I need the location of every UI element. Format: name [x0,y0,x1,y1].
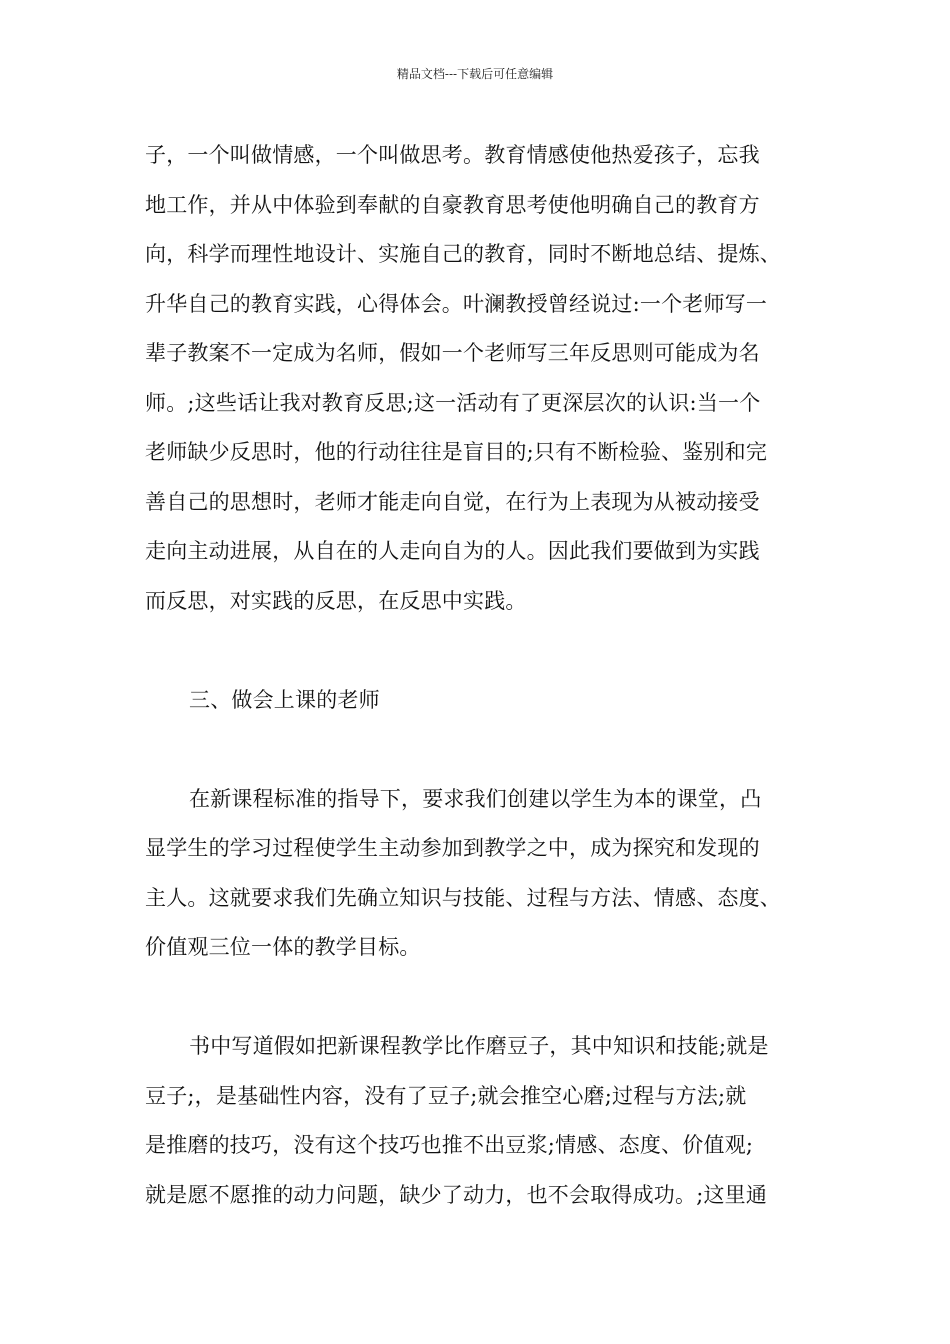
text-line: 价值观三位一体的教学目标。 [145,935,421,959]
paragraph-gap [145,626,825,676]
page-header: 精品文档---下载后可任意编辑 [396,67,554,81]
document-body [145,131,825,1220]
text-line: 善自己的思想时，老师才能走向自觉，在行为上表现为从被动接受 [145,489,760,514]
section-heading-text: 三、做会上课的老师 [189,687,380,712]
text-line: 走向主动进展，从自在的人走向自为的人。因此我们要做到为实践 [145,539,760,563]
text-line: 豆子;，是基础性内容，没有了豆子;就会推空心磨;过程与方法;就 [145,1083,747,1108]
paragraph-new-curriculum [145,775,825,973]
text-line: 师。;这些话让我对教育反思;这一活动有了更深层次的认识:当一个 [145,390,761,415]
text-line: 在新课程标准的指导下，要求我们创建以学生为本的课堂，凸 [189,786,762,811]
paragraph-reflection [145,131,825,626]
text-line: 主人。这就要求我们先确立知识与技能、过程与方法、情感、态度、 [145,885,781,910]
text-line: 老师缺少反思时，他的行动往往是盲目的;只有不断检验、鉴别和完 [145,440,768,464]
text-line: 地工作，并从中体验到奉献的自豪教育思考使他明确自己的教育方 [145,192,760,217]
paragraph-gap [145,973,825,1023]
paragraph-grinding-beans [145,1022,825,1220]
text-line: 而反思，对实践的反思，在反思中实践。 [145,588,527,613]
text-line: 向，科学而理性地设计、实施自己的教育，同时不断地总结、提炼、 [145,242,781,266]
text-line: 子，一个叫做情感，一个叫做思考。教育情感使他热爱孩子，忘我 [145,143,760,167]
text-line: 辈子教案不一定成为名师，假如一个老师写三年反思则可能成为名 [145,341,760,365]
text-line: 是推磨的技巧，没有这个技巧也推不出豆浆;情感、态度、价值观; [145,1133,754,1157]
section-heading [145,676,825,726]
text-line: 升华自己的教育实践，心得体会。叶澜教授曾经说过:一个老师写一 [145,291,768,316]
text-line: 就是愿不愿推的动力问题，缺少了动力，也不会取得成功。;这里通 [145,1182,768,1207]
text-line: 显学生的学习过程使学生主动参加到教学之中，成为探究和发现的 [145,836,760,860]
text-line: 书中写道假如把新课程教学比作磨豆子，其中知识和技能;就是 [189,1034,769,1058]
paragraph-gap [145,725,825,775]
